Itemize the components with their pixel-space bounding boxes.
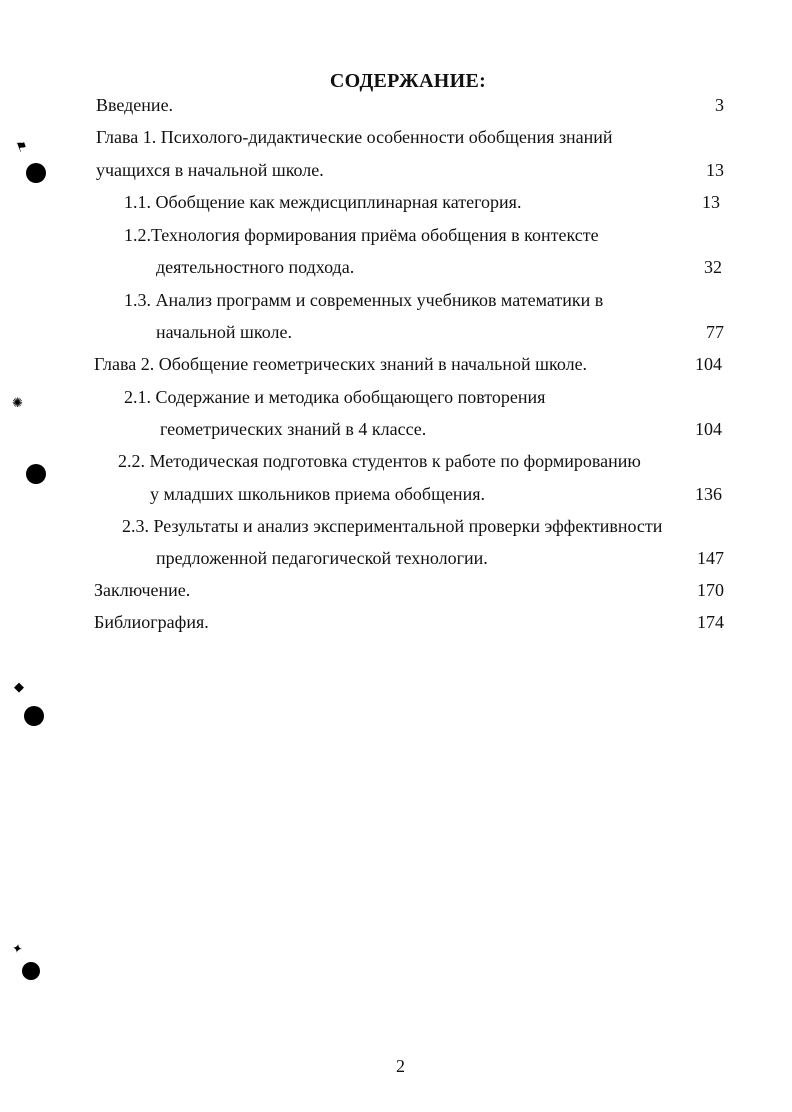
toc-page-number: 13: [706, 160, 724, 180]
toc-entry-section-2-1: 2.1. Содержание и методика обобщающего повторения: [124, 387, 546, 407]
toc-page-number: 174: [697, 612, 724, 632]
toc-entry-section-2-2-cont: у младших школьников приема обобщения.: [150, 484, 485, 504]
toc-page-number: 136: [695, 484, 722, 504]
toc-entry-section-2-2: 2.2. Методическая подготовка студентов к работе по формированию: [118, 451, 641, 471]
toc-page-number: 170: [697, 580, 724, 600]
toc-entry-section-2-3-cont: предложенной педагогической технологии.: [156, 548, 488, 568]
toc-entry-section-2-3: 2.3. Результаты и анализ экспериментальной проверки эффективности: [122, 516, 663, 536]
toc-entry-chapter-1: Глава 1. Психолого-дидактические особенности обобщения знаний: [96, 127, 613, 147]
toc-page-number: 104: [695, 419, 722, 439]
toc-entry-chapter-2: Глава 2. Обобщение геометрических знаний в начальной школе.: [94, 354, 588, 374]
toc-entry-section-1-3-cont: начальной школе.: [156, 322, 292, 342]
toc-entry-section-2-1-cont: геометрических знаний в 4 классе.: [160, 419, 427, 439]
toc-page-number: 147: [697, 548, 724, 568]
toc-entry-section-1-3: 1.3. Анализ программ и современных учебников математики в: [124, 290, 604, 310]
binder-hole-mark: [22, 962, 40, 980]
toc-page-number: 3: [715, 95, 724, 115]
scan-speck-mark: ✦: [10, 940, 25, 957]
toc-entry-chapter-1-cont: учащихся в начальной школе.: [96, 160, 324, 180]
toc-entry-introduction: Введение.: [96, 95, 174, 115]
toc-entry-section-1-2: 1.2.Технология формирования приёма обобщения в контексте: [124, 225, 599, 245]
toc-page-number: 104: [695, 354, 722, 374]
toc-entry-conclusion: Заключение.: [94, 580, 191, 600]
page-number-footer: 2: [396, 1056, 405, 1076]
toc-entry-bibliography: Библиография.: [94, 612, 209, 632]
scan-speck-mark: ⚑: [13, 137, 30, 156]
binder-hole-mark: [26, 464, 46, 484]
binder-hole-mark: [26, 163, 46, 183]
toc-title: СОДЕРЖАНИЕ:: [329, 70, 487, 92]
toc-page-number: 13: [702, 192, 720, 212]
scan-speck-mark: ✺: [12, 395, 23, 410]
toc-page-number: 77: [706, 322, 724, 342]
toc-page-number: 32: [704, 257, 722, 277]
binder-hole-mark: [24, 706, 44, 726]
scan-speck-mark: ◆: [14, 679, 24, 694]
toc-entry-section-1-2-cont: деятельностного подхода.: [156, 257, 355, 277]
toc-entry-section-1-1: 1.1. Обобщение как междисциплинарная категория.: [124, 192, 522, 212]
